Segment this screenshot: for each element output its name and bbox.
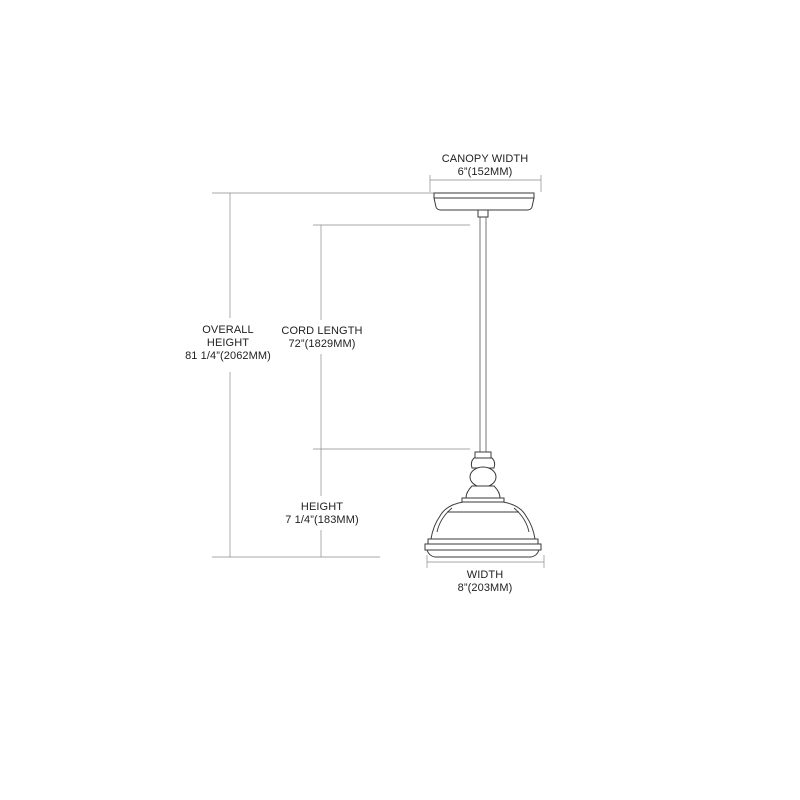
shade: [425, 502, 541, 557]
cord-length-title: CORD LENGTH: [281, 325, 363, 337]
cord-length-label: [264, 325, 380, 351]
cord-length-value: 72”(1829MM): [288, 338, 356, 350]
overall-height-value: 81 1/4”(2062MM): [185, 350, 271, 362]
overall-height-title-line2: HEIGHT: [206, 337, 250, 349]
width-value: 8”(203MM): [457, 582, 513, 594]
overall-height-title-line1: OVERALL: [202, 324, 254, 336]
width-label: [410, 569, 560, 595]
width-title: WIDTH: [466, 569, 504, 581]
canopy-width-value: 6”(152MM): [457, 166, 513, 178]
canopy: [434, 193, 534, 217]
height-title: HEIGHT: [300, 501, 344, 513]
canopy-width-title: CANOPY WIDTH: [441, 153, 529, 165]
canopy-width-label: [410, 153, 560, 179]
height-value: 7 1/4”(183MM): [285, 514, 359, 526]
stem: [480, 217, 486, 452]
fixture-neck: [462, 452, 504, 502]
height-label: [266, 501, 378, 527]
